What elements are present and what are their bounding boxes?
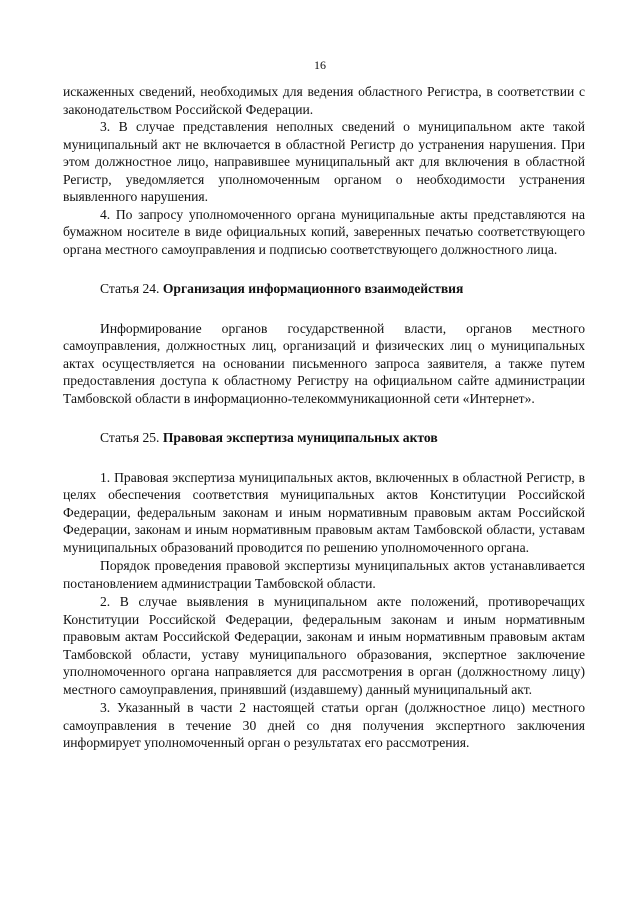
paragraph-article-24: Информирование органов государственной власти, органов местного самоуправления, должностных лиц, организаций и физических лиц о муниципальных актах осуществляется на основании письменного запроса заявителя, а также путем предоставления доступа к областному Регистру на официальном сайте администрации Тамбовской области в информационно-телекоммуникационной сети «Интернет».: [63, 320, 585, 406]
paragraph-item-4: 4. По запросу уполномоченного органа муниципальные акты представляются на бумажном носителе в виде официальных копий, заверенных печатью соответствующего органа местного самоуправления и подписью соответствующего должностного лица.: [63, 206, 585, 257]
article-24-title: Организация информационного взаимодействия: [162, 281, 464, 296]
article-25-heading: [63, 429, 585, 447]
article-24-heading: [63, 280, 585, 298]
paragraph-article-25-item-2: 2. В случае выявления в муниципальном акте положений, противоречащих Конституции Российской Федерации, федеральным законам и иным нормативным правовым актам Российской Федерации, законам и иным нормативным правовым актам Тамбовской области, уставу муниципального образования, экспертное заключение уполномоченного органа направляется для рассмотрения в орган (должностному лицу) местного самоуправления, принявший (издавшему) данный муниципальный акт.: [63, 594, 585, 697]
page-number: 16: [314, 58, 326, 72]
article-25-title: Правовая экспертиза муниципальных актов: [162, 430, 438, 445]
paragraph-article-25-item-3: 3. Указанный в части 2 настоящей статьи орган (должностное лицо) местного самоуправления в течение 30 дней со дня получения экспертного заключения информирует уполномоченный орган о результатах его рассмотрения.: [63, 700, 585, 750]
paragraph-item-3: 3. В случае представления неполных сведений о муниципальном акте такой муниципальный акт не включается в областной Регистр до устранения нарушения. При этом должностное лицо, направившее муниципальный акт для включения в областной Регистр, уведомляется уполномоченным органом о необходимости устранения выявленного нарушения.: [63, 119, 585, 204]
paragraph-article-25-item-1: 1. Правовая экспертиза муниципальных актов, включенных в областной Регистр, в целях обеспечения соответствия муниципальных актов Конституции Российской Федерации, федеральным законам и иным нормативным правовым актам Российской Федерации, законам и иным нормативным правовым актам Тамбовской области, уставам муниципальных образований проводится по решению уполномоченного органа.: [63, 469, 585, 555]
article-24-prefix: Статья 24.: [100, 281, 163, 296]
paragraph-article-25-procedure: Порядок проведения правовой экспертизы муниципальных актов устанавливается постановлением администрации Тамбовской области.: [63, 558, 585, 591]
paragraph-continuation: искаженных сведений, необходимых для ведения областного Регистра, в соответствии с законодательством Российской Федерации.: [63, 84, 585, 117]
article-25-prefix: Статья 25.: [100, 430, 163, 445]
document-body: [63, 83, 585, 752]
